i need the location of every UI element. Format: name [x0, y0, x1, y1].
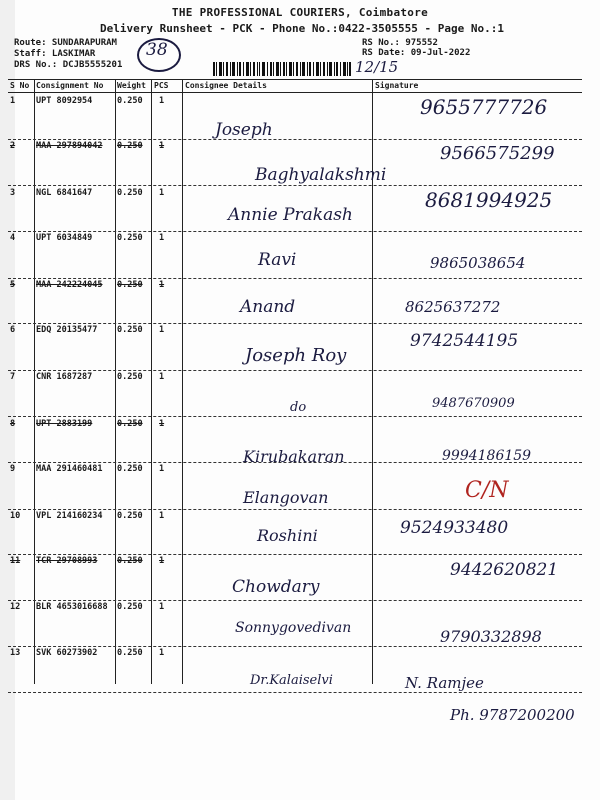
row-consignment-no: VPL 214160234: [36, 511, 103, 521]
barcode: [213, 62, 351, 76]
row-sno: 9: [10, 464, 16, 474]
row-pcs: 1: [159, 372, 165, 382]
company-name: THE PROFESSIONAL COURIERS, Coimbatore: [171, 6, 429, 19]
row-weight: 0.250: [117, 602, 143, 612]
row-separator: [8, 509, 582, 510]
row-consignee-name: Elangovan: [243, 488, 329, 507]
row-separator: [8, 231, 582, 232]
row-pcs: 1: [159, 648, 165, 658]
col-sno: S No: [10, 81, 30, 90]
row-weight: 0.250: [117, 188, 143, 198]
row-consignee-name: Dr.Kalaiselvi: [250, 673, 333, 688]
row-sno: 12: [10, 602, 21, 612]
row-pcs: 1: [159, 325, 165, 335]
row-sno: 6: [10, 325, 16, 335]
col-pcs: PCS: [154, 81, 169, 90]
row-pcs: 1: [159, 141, 165, 151]
row-sno: 3: [10, 188, 16, 198]
rs-number: RS No.: 975552: [362, 38, 438, 48]
row-pcs: 1: [159, 419, 165, 429]
row-separator: [8, 462, 582, 463]
row-sno: 2: [10, 141, 16, 151]
row-sno: 4: [10, 233, 16, 243]
row-consignee-name: Annie Prakash: [228, 205, 353, 225]
col-signature: Signature: [375, 81, 419, 90]
row-consignee-name: Joseph Roy: [245, 345, 347, 366]
row-sno: 5: [10, 280, 16, 290]
row-sno: 1: [10, 96, 16, 106]
row-sno: 7: [10, 372, 16, 382]
scan-edge: [0, 0, 15, 800]
row-separator: [8, 600, 582, 601]
row-pcs: 1: [159, 96, 165, 106]
row-consignment-no: UPT 6034849: [36, 233, 93, 243]
row-consignment-no: EDQ 20135477: [36, 325, 98, 335]
row-signature: 8625637272: [405, 298, 501, 316]
footer-phone-note: Ph. 9787200200: [450, 706, 575, 724]
row-pcs: 1: [159, 280, 165, 290]
row-signature: 9655777726: [420, 95, 548, 119]
row-weight: 0.250: [117, 648, 143, 658]
row-signature: 9524933480: [400, 518, 509, 538]
drs-number: DRS No.: DCJB5555201: [14, 60, 123, 70]
row-signature: 9994186159: [442, 448, 532, 464]
row-consignee-name: Ravi: [258, 250, 297, 270]
row-signature: N. Ramjee: [405, 674, 484, 692]
row-signature: 9742544195: [410, 331, 519, 351]
rs-date: RS Date: 09-Jul-2022: [362, 48, 471, 58]
column-divider: [182, 79, 183, 684]
row-weight: 0.250: [117, 280, 143, 290]
row-sno: 10: [10, 511, 21, 521]
col-weight: Weight: [117, 81, 146, 90]
row-weight: 0.250: [117, 464, 143, 474]
row-consignment-no: SVK 60273902: [36, 648, 98, 658]
row-signature: 9442620821: [450, 560, 559, 580]
column-divider: [115, 79, 116, 684]
row-consignment-no: MAA 242224045: [36, 280, 103, 290]
row-pcs: 1: [159, 188, 165, 198]
column-divider: [34, 79, 35, 684]
row-pcs: 1: [159, 602, 165, 612]
row-consignment-no: UPT 2883199: [36, 419, 93, 429]
row-separator: [8, 554, 582, 555]
row-weight: 0.250: [117, 325, 143, 335]
runsheet-subtitle: Delivery Runsheet - PCK - Phone No.:0422-3505555 - Page No.:1: [100, 22, 504, 35]
row-consignee-name: Sonnygovedivan: [235, 620, 352, 636]
row-consignee-name: Baghyalakshmi: [255, 165, 387, 185]
row-signature: 8681994925: [425, 188, 553, 212]
row-weight: 0.250: [117, 511, 143, 521]
row-consignment-no: NGL 6841647: [36, 188, 93, 198]
row-signature: C/N: [465, 478, 509, 503]
row-weight: 0.250: [117, 556, 143, 566]
row-signature: 9487670909: [432, 396, 515, 411]
row-consignment-no: UPT 8092954: [36, 96, 93, 106]
row-separator: [8, 646, 582, 647]
table-header-rule: [8, 92, 582, 93]
row-sno: 11: [10, 556, 21, 566]
row-consignment-no: BLR 4653016688: [36, 602, 108, 612]
row-consignee-name: Joseph: [215, 120, 273, 140]
row-consignment-no: CNR 1687287: [36, 372, 93, 382]
row-consignment-no: MAA 297894042: [36, 141, 103, 151]
row-separator: [8, 323, 582, 324]
row-separator: [8, 692, 582, 693]
row-separator: [8, 370, 582, 371]
row-signature: 9790332898: [440, 627, 542, 646]
row-weight: 0.250: [117, 372, 143, 382]
row-consignee-name: do: [290, 400, 307, 415]
route-label: Route: SUNDARAPURAM: [14, 38, 117, 48]
row-separator: [8, 278, 582, 279]
row-consignee-name: Anand: [240, 297, 296, 317]
handwritten-circle-number: 38: [146, 40, 168, 60]
row-consignee-name: Kirubakaran: [243, 447, 345, 466]
staff-label: Staff: LASKIMAR: [14, 49, 96, 59]
handwritten-count: 12/15: [355, 58, 399, 76]
row-pcs: 1: [159, 511, 165, 521]
row-sno: 8: [10, 419, 16, 429]
table-top-rule: [8, 79, 582, 80]
row-signature: 9566575299: [440, 143, 555, 164]
row-separator: [8, 139, 582, 140]
row-weight: 0.250: [117, 419, 143, 429]
row-pcs: 1: [159, 556, 165, 566]
col-consignment: Consignment No: [36, 81, 104, 90]
row-pcs: 1: [159, 233, 165, 243]
row-consignee-name: Roshini: [257, 526, 318, 545]
row-consignment-no: MAA 291460481: [36, 464, 103, 474]
row-sno: 13: [10, 648, 21, 658]
row-weight: 0.250: [117, 96, 143, 106]
row-signature: 9865038654: [430, 254, 526, 272]
row-consignment-no: TCR 29708993: [36, 556, 98, 566]
row-separator: [8, 185, 582, 186]
column-divider: [151, 79, 152, 684]
row-weight: 0.250: [117, 233, 143, 243]
col-consignee: Consignee Details: [185, 81, 267, 90]
row-weight: 0.250: [117, 141, 143, 151]
row-consignee-name: Chowdary: [232, 577, 320, 597]
row-separator: [8, 416, 582, 417]
row-pcs: 1: [159, 464, 165, 474]
